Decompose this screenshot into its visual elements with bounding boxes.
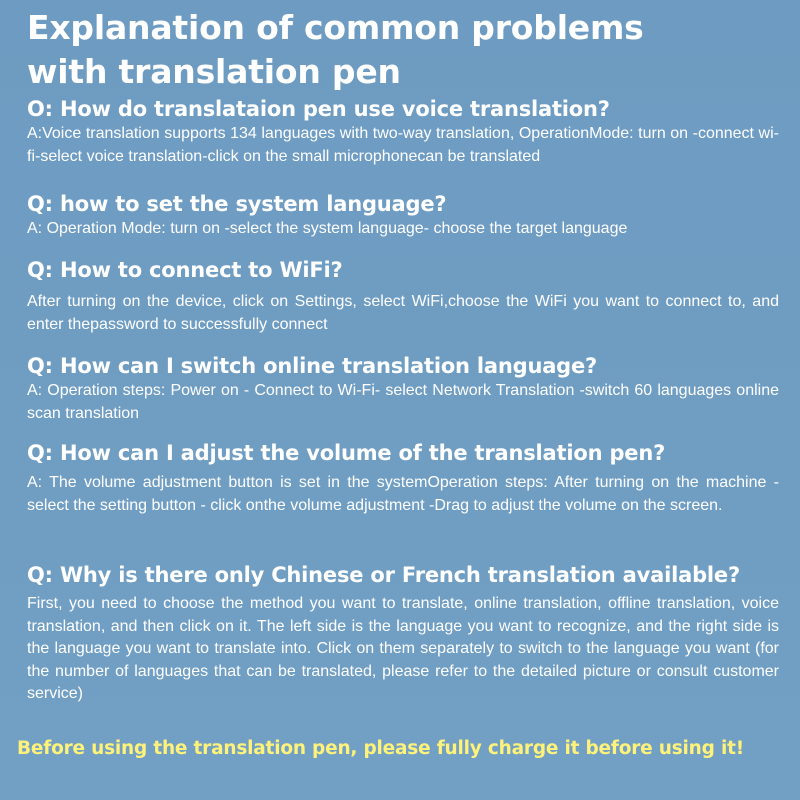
faq-question: O: How do translataion pen use voice translation? [27,97,610,121]
faq-question: Q: How can I adjust the volume of the translation pen? [27,441,666,465]
page-title-line-1: Explanation of common problems [27,8,644,47]
page-title-line-2: with translation pen [27,52,401,91]
faq-answer: A:Voice translation supports 134 languages with two-way translation, OperationMode: turn on -connect wi-fi-select voice translation-click on the small microphonecan be translated [27,125,779,165]
faq-question: Q: How to connect to WiFi? [27,258,343,282]
page-title [27,6,787,94]
faq-question: Q: how to set the system language? [27,192,447,216]
faq-answer: A: Operation steps: Power on - Connect to Wi-Fi- select Network Translation -switch 60 languages online scan translation [27,382,779,422]
faq-answer: After turning on the device, click on Settings, select WiFi,choose the WiFi you want to connect to, and enter thepassword to successfully connect [27,293,779,333]
faq-question: Q: Why is there only Chinese or French translation available? [27,563,740,587]
charging-notice: Before using the translation pen, please fully charge it before using it! [17,738,744,759]
faq-item-connect-wifi [27,256,779,336]
faq-answer: A: The volume adjustment button is set in the systemOperation steps: After turning on the machine - select the setting button - click onthe volume adjustment -Drag to adjust the volume on the screen. [27,474,779,514]
faq-answer: First, you need to choose the method you want to translate, online translation, offline translation, voice translation, and then click on it. The left side is the language you want to recognize, and the right side is the language you want to translate into. Click on them separately to switch to the language you want (for the number of languages that can be translated, please refer to the detailed picture or consult customer service) [27,595,779,702]
faq-item-volume [27,439,779,517]
faq-question: Q: How can I switch online translation language? [27,354,598,378]
faq-item-chinese-french [27,561,779,706]
faq-item-system-language [27,190,779,241]
faq-answer: A: Operation Mode: turn on -select the system language- choose the target language [27,220,628,237]
faq-item-voice-translation [27,95,779,168]
faq-item-online-language [27,352,779,425]
